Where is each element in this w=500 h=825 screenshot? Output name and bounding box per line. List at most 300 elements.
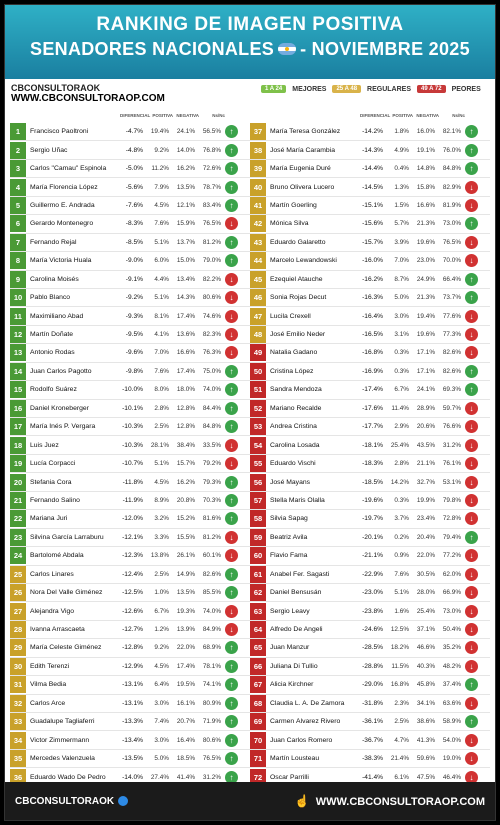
arrow-up-icon: ↑ — [465, 125, 478, 138]
negative-value: 41.3% — [416, 736, 435, 744]
differential-value: -19.7% — [362, 515, 383, 523]
table-row — [10, 713, 250, 731]
arrow-up-icon: ↑ — [225, 383, 238, 396]
negative-value: 17.1% — [416, 367, 435, 375]
differential-value: -16.2% — [362, 275, 383, 283]
nsnc-value: 50.4% — [442, 626, 461, 634]
positive-value: 9.2% — [154, 146, 169, 154]
title-line-1: RANKING DE IMAGEN POSITIVA — [96, 14, 404, 35]
footer-url[interactable] — [295, 794, 485, 808]
differential-value: -18.1% — [362, 441, 383, 449]
nsnc-value: 54.0% — [442, 736, 461, 744]
senator-name: José Mayans — [270, 478, 311, 486]
arrow-up-icon: ↑ — [225, 734, 238, 747]
table-row — [250, 713, 490, 731]
rank-badge: 67 — [250, 676, 266, 693]
nsnc-value: 84.8% — [442, 165, 461, 173]
nsnc-value: 68.9% — [202, 644, 221, 652]
senator-name: Bartolomé Abdala — [30, 552, 84, 560]
negative-value: 22.0% — [416, 552, 435, 560]
senator-name: Fernando Rejal — [30, 238, 77, 246]
negative-value: 21.3% — [416, 294, 435, 302]
negative-value: 34.1% — [416, 699, 435, 707]
nsnc-value: 85.5% — [202, 589, 221, 597]
header-banner — [5, 5, 495, 79]
positive-value: 7.6% — [394, 570, 409, 578]
nsnc-value: 76.6% — [442, 423, 461, 431]
senator-name: Martín Lousteau — [270, 755, 320, 763]
negative-value: 20.6% — [416, 423, 435, 431]
legend-yellow-range: 25 A 48 — [332, 85, 361, 93]
negative-value: 14.0% — [176, 146, 195, 154]
differential-value: -19.6% — [362, 496, 383, 504]
negative-value: 13.6% — [176, 331, 195, 339]
nsnc-value: 58.9% — [442, 718, 461, 726]
positive-value: 7.6% — [154, 367, 169, 375]
nsnc-value: 73.0% — [442, 607, 461, 615]
nsnc-value: 76.5% — [202, 220, 221, 228]
negative-value: 24.9% — [416, 275, 435, 283]
table-row — [250, 178, 490, 196]
rank-badge: 39 — [250, 160, 266, 177]
arrow-up-icon: ↑ — [225, 715, 238, 728]
negative-value: 16.1% — [176, 699, 195, 707]
nsnc-value: 83.4% — [202, 201, 221, 209]
positive-value: 0.3% — [394, 349, 409, 357]
table-row — [10, 197, 250, 215]
differential-value: -9.2% — [125, 294, 143, 302]
arrow-up-icon: ↑ — [465, 291, 478, 304]
differential-value: -12.0% — [122, 515, 143, 523]
legend-red-range: 49 A 72 — [417, 85, 446, 93]
arrow-down-icon: ↓ — [465, 328, 478, 341]
nsnc-value: 75.0% — [202, 367, 221, 375]
positive-value: 9.2% — [154, 644, 169, 652]
differential-value: -9.6% — [125, 349, 143, 357]
arrow-up-icon: ↑ — [225, 586, 238, 599]
rank-badge: 44 — [250, 252, 266, 269]
table-row — [250, 344, 490, 362]
nsnc-value: 74.0% — [202, 607, 221, 615]
negative-value: 13.5% — [176, 589, 195, 597]
nsnc-value: 48.2% — [442, 662, 461, 670]
negative-value: 40.3% — [416, 662, 435, 670]
differential-value: -9.0% — [125, 257, 143, 265]
rank-badge: 19 — [10, 455, 26, 472]
col-dif: DIFERENCIAL — [360, 113, 391, 118]
rank-badge: 7 — [10, 234, 26, 251]
rank-badge: 42 — [250, 215, 266, 232]
negative-value: 23.4% — [416, 515, 435, 523]
differential-value: -11.8% — [122, 478, 143, 486]
negative-value: 13.7% — [176, 238, 195, 246]
senator-name: Andrea Cristina — [270, 423, 317, 431]
differential-value: -12.8% — [122, 644, 143, 652]
rank-badge: 29 — [10, 639, 26, 656]
nsnc-value: 71.9% — [202, 718, 221, 726]
table-row — [250, 123, 490, 141]
senator-name: Sergio Leavy — [270, 607, 310, 615]
differential-value: -21.1% — [362, 552, 383, 560]
arrow-down-icon: ↓ — [225, 549, 238, 562]
table-row — [10, 695, 250, 713]
differential-value: -14.4% — [362, 165, 383, 173]
nsnc-value: 81.2% — [202, 533, 221, 541]
table-row — [250, 418, 490, 436]
nsnc-value: 79.0% — [202, 257, 221, 265]
rank-badge: 48 — [250, 326, 266, 343]
senator-name: María Inés P. Vergara — [30, 423, 96, 431]
rank-badge: 64 — [250, 621, 266, 638]
positive-value: 7.0% — [394, 257, 409, 265]
negative-value: 13.9% — [176, 626, 195, 634]
nsnc-value: 80.9% — [202, 699, 221, 707]
nsnc-value: 79.4% — [442, 533, 461, 541]
arrow-down-icon: ↓ — [225, 531, 238, 544]
differential-value: -12.9% — [122, 662, 143, 670]
table-row — [10, 400, 250, 418]
differential-value: -13.5% — [122, 755, 143, 763]
arrow-up-icon: ↑ — [225, 402, 238, 415]
table-row — [10, 307, 250, 325]
positive-value: 2.5% — [394, 718, 409, 726]
senator-name: Sergio Uñac — [30, 146, 68, 154]
nsnc-value: 73.0% — [442, 220, 461, 228]
senator-name: Lucila Crexell — [270, 312, 311, 320]
senator-name: Stefania Cora — [30, 478, 72, 486]
arrow-down-icon: ↓ — [225, 217, 238, 230]
rank-badge: 30 — [10, 658, 26, 675]
table-row — [250, 584, 490, 602]
negative-value: 21.3% — [416, 220, 435, 228]
negative-value: 18.0% — [176, 386, 195, 394]
negative-value: 43.5% — [416, 441, 435, 449]
legend-yellow-label: REGULARES — [367, 85, 411, 93]
positive-value: 25.4% — [390, 441, 409, 449]
arrow-down-icon: ↓ — [465, 457, 478, 470]
positive-value: 8.0% — [154, 386, 169, 394]
positive-value: 6.0% — [154, 257, 169, 265]
nsnc-value: 56.5% — [202, 128, 221, 136]
positive-value: 0.4% — [394, 165, 409, 173]
negative-value: 13.5% — [176, 183, 195, 191]
table-row — [10, 473, 250, 491]
positive-value: 4.1% — [154, 331, 169, 339]
positive-value: 7.6% — [154, 220, 169, 228]
negative-value: 24.1% — [176, 128, 195, 136]
rank-badge: 54 — [250, 437, 266, 454]
nsnc-value: 62.0% — [442, 570, 461, 578]
differential-value: -14.0% — [122, 773, 143, 781]
differential-value: -17.4% — [362, 386, 383, 394]
rank-badge: 21 — [10, 492, 26, 509]
senator-name: Natalia Gadano — [270, 349, 318, 357]
negative-value: 19.4% — [416, 312, 435, 320]
rank-badge: 16 — [10, 400, 26, 417]
positive-value: 1.8% — [394, 128, 409, 136]
positive-value: 0.9% — [394, 552, 409, 560]
differential-value: -23.0% — [362, 589, 383, 597]
table-row — [10, 529, 250, 547]
differential-value: -15.6% — [362, 220, 383, 228]
differential-value: -12.1% — [122, 533, 143, 541]
differential-value: -5.6% — [125, 183, 143, 191]
negative-value: 41.4% — [176, 773, 195, 781]
arrow-down-icon: ↓ — [465, 254, 478, 267]
senator-name: Francisco Paoltroni — [30, 128, 89, 136]
differential-value: -28.8% — [362, 662, 383, 670]
rank-badge: 53 — [250, 418, 266, 435]
nsnc-value: 82.6% — [442, 367, 461, 375]
positive-value: 5.1% — [154, 460, 169, 468]
negative-value: 19.3% — [176, 607, 195, 615]
nsnc-value: 37.4% — [442, 681, 461, 689]
nsnc-value: 19.0% — [442, 755, 461, 763]
positive-value: 8.1% — [154, 312, 169, 320]
arrow-up-icon: ↑ — [465, 678, 478, 691]
positive-value: 5.1% — [154, 294, 169, 302]
differential-value: -10.3% — [122, 441, 143, 449]
table-row — [10, 510, 250, 528]
negative-value: 20.8% — [176, 496, 195, 504]
table-row — [250, 473, 490, 491]
differential-value: -12.3% — [122, 552, 143, 560]
table-row — [250, 602, 490, 620]
positive-value: 12.5% — [390, 626, 409, 634]
arrow-up-icon: ↑ — [225, 254, 238, 267]
senator-name: Victor Zimmermann — [30, 736, 90, 744]
rank-badge: 12 — [10, 326, 26, 343]
rank-badge: 58 — [250, 510, 266, 527]
arrow-up-icon: ↑ — [465, 144, 478, 157]
differential-value: -5.0% — [125, 165, 143, 173]
arrow-down-icon: ↓ — [465, 512, 478, 525]
nsnc-value: 82.3% — [202, 331, 221, 339]
rank-badge: 60 — [250, 547, 266, 564]
table-row — [250, 234, 490, 252]
arrow-up-icon: ↑ — [225, 641, 238, 654]
table-row — [250, 658, 490, 676]
legend-green-range: 1 A 24 — [261, 85, 286, 93]
senator-name: Antonio Rodas — [30, 349, 75, 357]
positive-value: 3.2% — [154, 515, 169, 523]
senator-name: Silvia Sapag — [270, 515, 308, 523]
senator-name: Stella Maris Olalla — [270, 496, 325, 504]
arrow-up-icon: ↑ — [225, 125, 238, 138]
nsnc-value: 73.7% — [442, 294, 461, 302]
differential-value: -10.0% — [122, 386, 143, 394]
nsnc-value: 31.2% — [442, 441, 461, 449]
rank-badge: 1 — [10, 123, 26, 140]
senator-name: Daniel Kroneberger — [30, 404, 89, 412]
arrow-up-icon: ↑ — [225, 678, 238, 691]
table-row — [10, 658, 250, 676]
nsnc-value: 63.6% — [442, 699, 461, 707]
positive-value: 1.0% — [154, 589, 169, 597]
differential-value: -14.3% — [362, 146, 383, 154]
senator-name: Sonia Rojas Decut — [270, 294, 327, 302]
rank-badge: 46 — [250, 289, 266, 306]
nsnc-value: 70.0% — [442, 257, 461, 265]
arrow-down-icon: ↓ — [465, 420, 478, 433]
senator-name: María Eugenia Duré — [270, 165, 331, 173]
positive-value: 4.5% — [154, 478, 169, 486]
rank-badge: 49 — [250, 344, 266, 361]
nsnc-value: 76.1% — [442, 460, 461, 468]
rank-badge: 43 — [250, 234, 266, 251]
arrow-up-icon: ↑ — [465, 365, 478, 378]
table-row — [10, 750, 250, 768]
table-row — [10, 123, 250, 141]
nsnc-value: 79.2% — [202, 460, 221, 468]
arrow-up-icon: ↑ — [225, 771, 238, 784]
arrow-down-icon: ↓ — [225, 439, 238, 452]
nsnc-value: 74.0% — [202, 386, 221, 394]
arrow-down-icon: ↓ — [465, 660, 478, 673]
positive-value: 13.8% — [150, 552, 169, 560]
arrow-down-icon: ↓ — [225, 273, 238, 286]
rank-badge: 41 — [250, 197, 266, 214]
senator-name: Silvina García Larraburu — [30, 533, 104, 541]
table-row — [250, 510, 490, 528]
senator-name: Juan Carlos Pagotto — [30, 367, 92, 375]
senator-name: Mariano Recalde — [270, 404, 322, 412]
arrow-down-icon: ↓ — [225, 605, 238, 618]
senator-name: Carlos "Camau" Espinola — [30, 165, 107, 173]
differential-value: -12.4% — [122, 570, 143, 578]
rank-badge: 22 — [10, 510, 26, 527]
table-row — [10, 344, 250, 362]
nsnc-value: 33.5% — [202, 441, 221, 449]
title-line-2-b: - NOVIEMBRE 2025 — [300, 39, 470, 59]
negative-value: 32.7% — [416, 478, 435, 486]
negative-value: 38.6% — [416, 718, 435, 726]
nsnc-value: 79.3% — [202, 478, 221, 486]
column-headers-right — [250, 113, 490, 123]
table-row — [250, 307, 490, 325]
rank-badge: 69 — [250, 713, 266, 730]
table-row — [10, 234, 250, 252]
senator-name: Martín Doñate — [30, 331, 74, 339]
table-row — [10, 381, 250, 399]
senator-name: Mariana Juri — [30, 515, 68, 523]
negative-value: 28.0% — [416, 589, 435, 597]
rank-badge: 23 — [10, 529, 26, 546]
nsnc-value: 80.6% — [202, 294, 221, 302]
positive-value: 0.2% — [394, 533, 409, 541]
nsnc-value: 84.4% — [202, 404, 221, 412]
subheader — [5, 79, 495, 113]
arrow-down-icon: ↓ — [465, 752, 478, 765]
differential-value: -16.0% — [362, 257, 383, 265]
table-row — [250, 676, 490, 694]
arrow-down-icon: ↓ — [225, 457, 238, 470]
senator-name: Guadalupe Tagliaferri — [30, 718, 95, 726]
differential-value: -10.1% — [122, 404, 143, 412]
arrow-down-icon: ↓ — [465, 402, 478, 415]
arrow-up-icon: ↑ — [225, 236, 238, 249]
arrow-down-icon: ↓ — [225, 291, 238, 304]
table-row — [250, 141, 490, 159]
differential-value: -14.2% — [362, 128, 383, 136]
negative-value: 26.1% — [176, 552, 195, 560]
arrow-up-icon: ↑ — [225, 568, 238, 581]
negative-value: 19.6% — [416, 331, 435, 339]
differential-value: -8.3% — [125, 220, 143, 228]
nsnc-value: 78.7% — [202, 183, 221, 191]
negative-value: 22.0% — [176, 644, 195, 652]
rank-badge: 66 — [250, 658, 266, 675]
positive-value: 3.7% — [394, 515, 409, 523]
rank-badge: 14 — [10, 363, 26, 380]
arrow-down-icon: ↓ — [465, 771, 478, 784]
col-pos: POSITIVA — [392, 113, 413, 118]
negative-value: 24.1% — [416, 386, 435, 394]
negative-value: 20.7% — [176, 718, 195, 726]
differential-value: -16.3% — [362, 294, 383, 302]
differential-value: -16.4% — [362, 312, 383, 320]
negative-value: 37.1% — [416, 626, 435, 634]
col-dif: DIFERENCIAL — [120, 113, 151, 118]
rank-badge: 9 — [10, 271, 26, 288]
senator-name: Anabel Fer. Sagasti — [270, 570, 330, 578]
negative-value: 14.9% — [176, 570, 195, 578]
rank-badge: 59 — [250, 529, 266, 546]
arrow-down-icon: ↓ — [465, 476, 478, 489]
negative-value: 25.4% — [416, 607, 435, 615]
table-row — [10, 215, 250, 233]
rank-badge: 33 — [10, 713, 26, 730]
arrow-down-icon: ↓ — [465, 586, 478, 599]
col-neg: NEGATIVA — [176, 113, 199, 118]
differential-value: -8.5% — [125, 238, 143, 246]
rank-badge: 11 — [10, 308, 26, 325]
positive-value: 2.8% — [394, 460, 409, 468]
rank-badge: 70 — [250, 732, 266, 749]
negative-value: 15.9% — [176, 220, 195, 228]
differential-value: -12.7% — [122, 626, 143, 634]
rank-badge: 62 — [250, 584, 266, 601]
senator-name: Fernando Salino — [30, 496, 80, 504]
senator-name: Guillermo E. Andrada — [30, 201, 95, 209]
arrow-down-icon: ↓ — [465, 734, 478, 747]
nsnc-value: 70.3% — [202, 496, 221, 504]
positive-value: 3.0% — [154, 699, 169, 707]
differential-value: -12.6% — [122, 607, 143, 615]
senator-name: Maximiliano Abad — [30, 312, 84, 320]
arrow-down-icon: ↓ — [465, 199, 478, 212]
table-row — [10, 252, 250, 270]
nsnc-value: 81.2% — [202, 238, 221, 246]
rank-badge: 68 — [250, 695, 266, 712]
arrow-up-icon: ↑ — [465, 715, 478, 728]
negative-value: 18.5% — [176, 755, 195, 763]
rank-badge: 8 — [10, 252, 26, 269]
rank-badge: 31 — [10, 676, 26, 693]
positive-value: 6.1% — [394, 773, 409, 781]
senator-name: Eduardo Galaretto — [270, 238, 326, 246]
negative-value: 38.4% — [176, 441, 195, 449]
positive-value: 4.5% — [154, 662, 169, 670]
differential-value: -11.9% — [122, 496, 143, 504]
nsnc-value: 76.8% — [202, 146, 221, 154]
senator-name: Pablo Blanco — [30, 294, 71, 302]
positive-value: 28.1% — [150, 441, 169, 449]
table-row — [250, 215, 490, 233]
nsnc-value: 59.7% — [442, 404, 461, 412]
rank-badge: 3 — [10, 160, 26, 177]
nsnc-value: 66.4% — [442, 275, 461, 283]
